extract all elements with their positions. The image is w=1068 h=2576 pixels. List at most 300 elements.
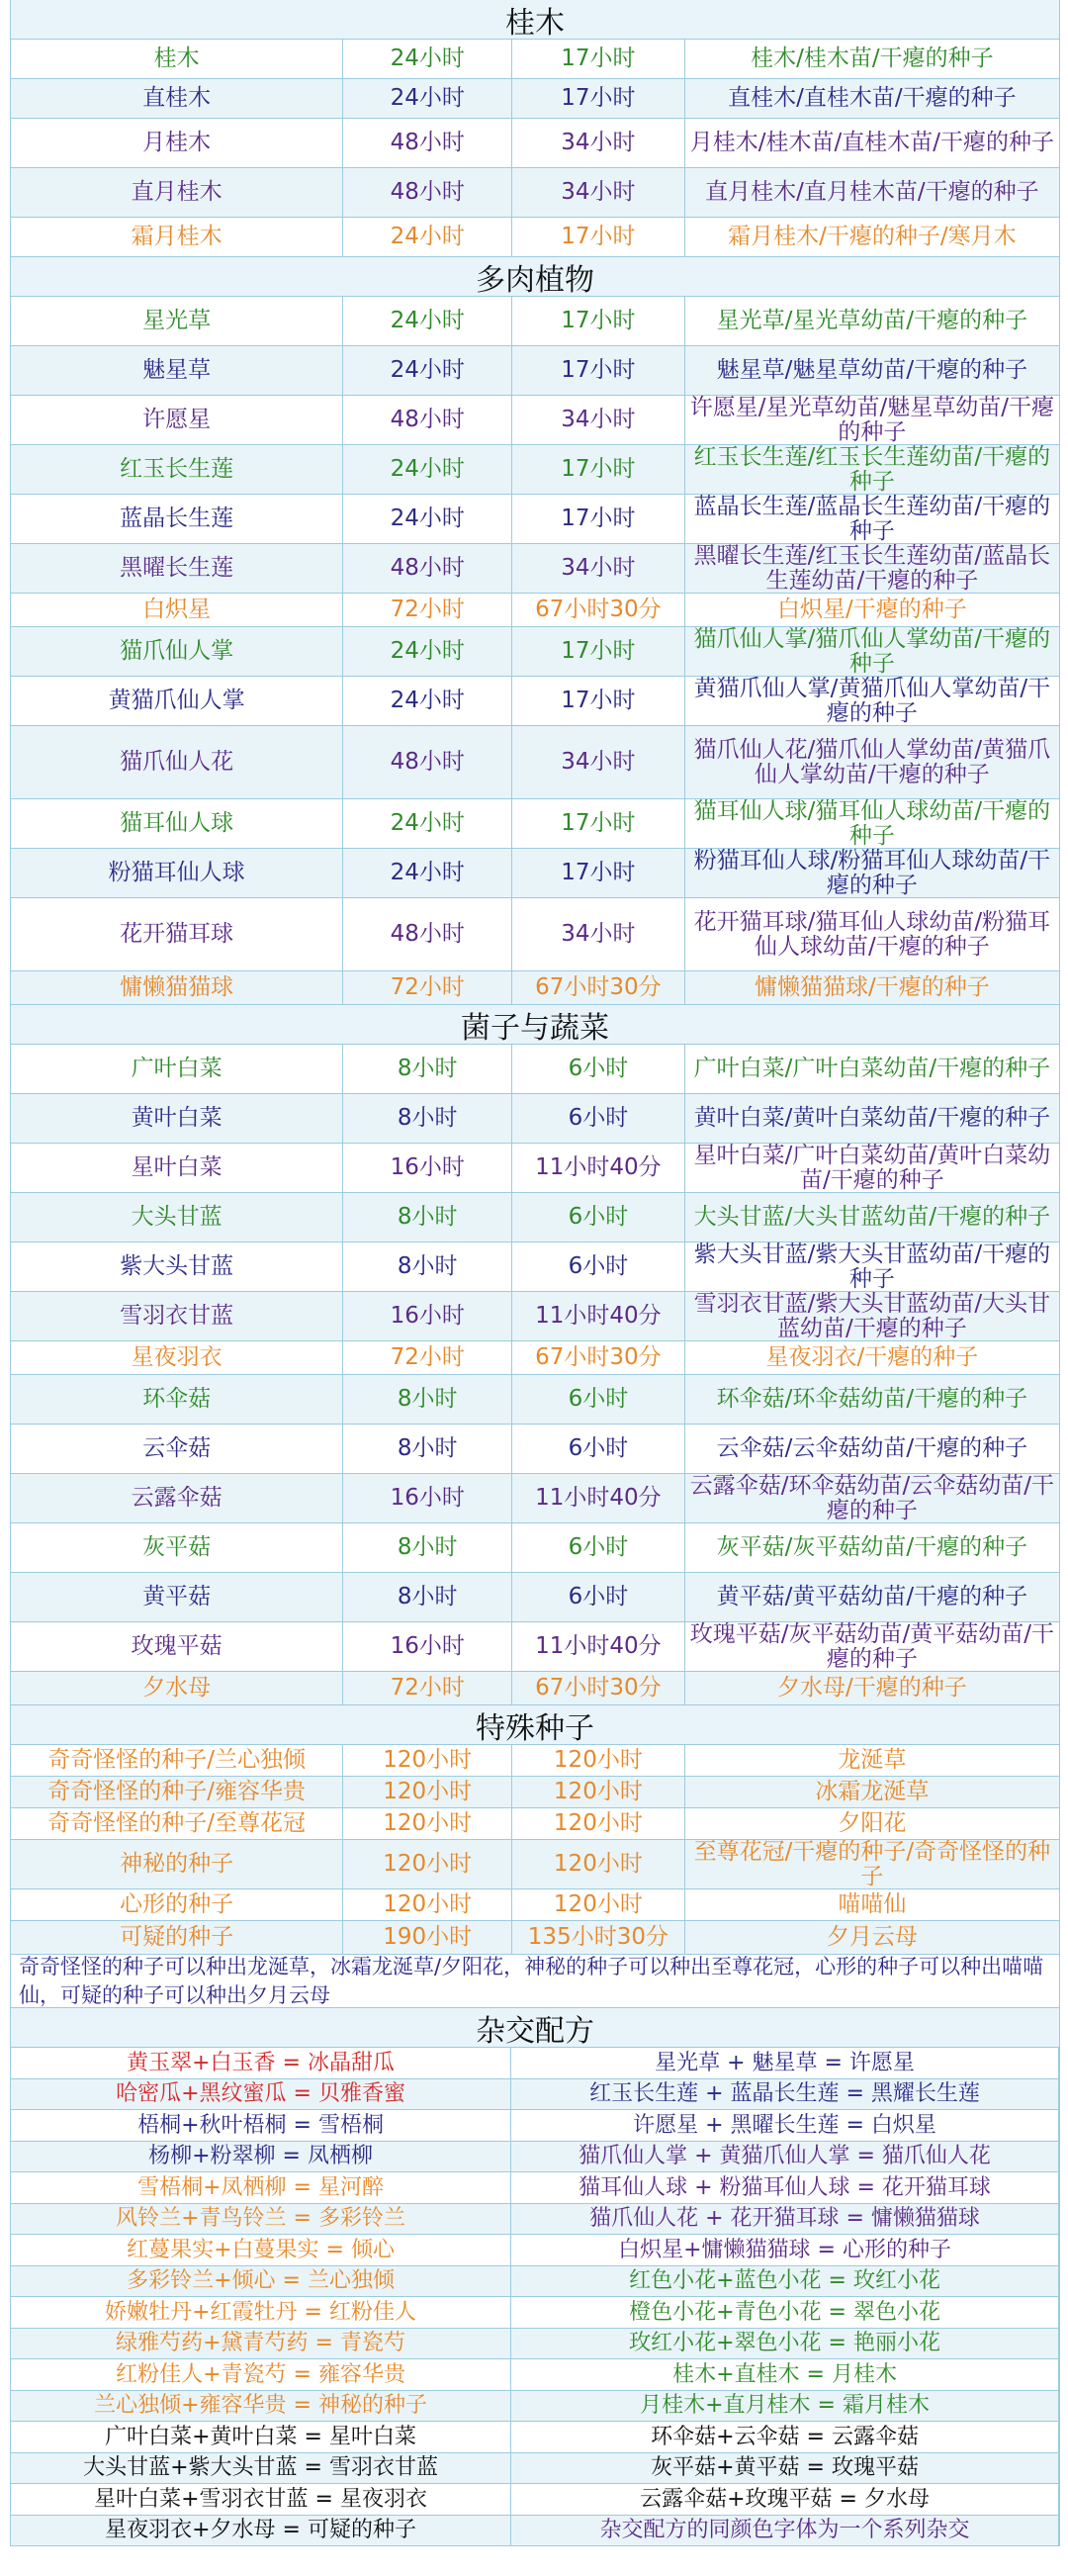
table-row: [11, 297, 1059, 346]
recipe-right: 猫爪仙人花 + 花开猫耳球 = 慵懒猫猫球: [511, 2204, 1059, 2235]
harvest-cell: [685, 1341, 1059, 1374]
plant-name-cell: [11, 40, 343, 78]
harvest-cell: [685, 119, 1059, 167]
grow-time-cell: [343, 297, 512, 345]
harvest-cell-text: 紫大头甘蓝/紫大头甘蓝幼苗/干瘪的种子: [693, 1242, 1051, 1291]
harvest-cell: [685, 1672, 1059, 1704]
harvest-cell-text: 云露伞菇/环伞菇幼苗/云伞菇幼苗/干瘪的种子: [689, 1474, 1054, 1522]
grow-time-cell: [343, 1840, 512, 1888]
plant-name-cell-text: 紫大头甘蓝: [120, 1253, 234, 1280]
plant-name-cell-text: 雪羽衣甘蓝: [120, 1303, 234, 1330]
plant-name-cell-text: 奇奇怪怪的种子/兰心独倾: [47, 1747, 307, 1774]
harvest-cell-text: 雪羽衣甘蓝/紫大头甘蓝幼苗/大头甘蓝幼苗/干瘪的种子: [693, 1292, 1051, 1340]
plant-name-cell-text: 霜月桂木: [131, 224, 222, 250]
grow-time-cell: [343, 1474, 512, 1522]
fast-time-cell-text: 17小时: [561, 308, 636, 334]
grow-time-cell: [343, 1425, 512, 1473]
table-row: [11, 726, 1059, 799]
table-row: [11, 898, 1059, 971]
grow-time-cell-text: 48小时: [390, 921, 465, 948]
grow-time-cell-text: 120小时: [383, 1747, 473, 1774]
harvest-cell-text: 星光草/星光草幼苗/干瘪的种子: [716, 308, 1028, 334]
table-row: [11, 544, 1059, 594]
recipe-row: [11, 2329, 1059, 2360]
harvest-cell-text: 直月桂木/直月桂木苗/干瘪的种子: [705, 179, 1039, 206]
recipe-row: [11, 2391, 1059, 2423]
harvest-cell: [685, 1573, 1059, 1621]
plant-name-cell: [11, 544, 343, 593]
recipe-row: [11, 2453, 1059, 2485]
plant-name-cell: [11, 1242, 343, 1291]
fast-time-cell-text: 17小时: [561, 860, 636, 886]
plant-name-cell-text: 直桂木: [142, 85, 212, 112]
plant-name-cell-text: 云露伞菇: [131, 1485, 222, 1512]
fast-time-cell: [512, 396, 685, 444]
harvest-cell-text: 红玉长生莲/红玉长生莲幼苗/干瘪的种子: [693, 445, 1051, 494]
recipe-right: 橙色小花+青色小花 = 翠色小花: [511, 2297, 1059, 2328]
plant-name-cell: [11, 1672, 343, 1704]
fast-time-cell-text: 6小时: [568, 1584, 629, 1610]
fast-time-cell: [512, 445, 685, 494]
grow-time-cell-text: 8小时: [397, 1386, 458, 1413]
harvest-cell: [685, 218, 1059, 256]
grow-time-cell-text: 120小时: [383, 1851, 473, 1878]
grow-time-cell: [343, 1777, 512, 1807]
harvest-cell: [685, 799, 1059, 848]
table-row: [11, 1777, 1059, 1808]
grow-time-cell-text: 8小时: [397, 1534, 458, 1561]
table-row: [11, 1840, 1059, 1889]
harvest-cell-text: 黄猫爪仙人掌/黄猫爪仙人掌幼苗/干瘪的种子: [693, 677, 1051, 725]
harvest-cell: [685, 79, 1059, 118]
fast-time-cell: [512, 544, 685, 593]
fast-time-cell: [512, 168, 685, 217]
fast-time-cell-text: 34小时: [561, 555, 636, 582]
recipe-left: 星夜羽衣+夕水母 = 可疑的种子: [11, 2516, 511, 2546]
fast-time-cell-text: 120小时: [553, 1851, 643, 1878]
recipe-right: 月桂木+直月桂木 = 霜月桂木: [511, 2391, 1059, 2422]
table-row: [11, 1622, 1059, 1672]
fast-time-cell-text: 17小时: [561, 85, 636, 112]
grow-time-cell: [343, 849, 512, 897]
plant-name-cell-text: 神秘的种子: [120, 1851, 234, 1878]
grow-time-cell-text: 24小时: [390, 688, 465, 714]
harvest-cell: [685, 1375, 1059, 1424]
table-row: [11, 1341, 1059, 1375]
plant-name-cell: [11, 1808, 343, 1839]
harvest-cell-text: 环伞菇/环伞菇幼苗/干瘪的种子: [716, 1386, 1028, 1413]
harvest-cell: [685, 1242, 1059, 1291]
grow-time-cell-text: 24小时: [390, 456, 465, 483]
harvest-cell: [685, 594, 1059, 626]
harvest-cell-text: 大头甘蓝/大头甘蓝幼苗/干瘪的种子: [693, 1204, 1051, 1231]
fast-time-cell-text: 34小时: [561, 407, 636, 433]
grow-time-cell: [343, 1094, 512, 1143]
fast-time-cell: [512, 1808, 685, 1839]
fast-time-cell: [512, 297, 685, 345]
table-row: [11, 1921, 1059, 1955]
recipe-row: [11, 2484, 1059, 2516]
plant-name-cell: [11, 119, 343, 167]
recipe-row: [11, 2235, 1059, 2266]
recipe-right: 红玉长生莲 + 蓝晶长生莲 = 黑耀长生莲: [511, 2079, 1059, 2110]
recipe-left: 兰心独倾+雍容华贵 = 神秘的种子: [11, 2391, 511, 2422]
plant-name-cell: [11, 1573, 343, 1621]
plant-name-cell: [11, 898, 343, 970]
fast-time-cell-text: 17小时: [561, 506, 636, 532]
harvest-cell: [685, 544, 1059, 593]
table-row: [11, 1193, 1059, 1242]
fast-time-cell: [512, 1144, 685, 1192]
fast-time-cell-text: 34小时: [561, 130, 636, 156]
fast-time-cell: [512, 1777, 685, 1807]
harvest-cell: [685, 898, 1059, 970]
fast-time-cell-text: 135小时30分: [527, 1924, 668, 1951]
plant-name-cell-text: 慵懒猫猫球: [120, 974, 234, 1001]
recipe-right: 许愿星 + 黑曜长生莲 = 白炽星: [511, 2110, 1059, 2141]
plant-name-cell: [11, 1777, 343, 1807]
grow-time-cell: [343, 1375, 512, 1424]
harvest-cell-text: 星夜羽衣/干瘪的种子: [765, 1344, 979, 1371]
plant-name-cell-text: 环伞菇: [142, 1386, 212, 1413]
grow-time-cell-text: 8小时: [397, 1056, 458, 1082]
plant-name-cell: [11, 1375, 343, 1424]
harvest-cell-text: 夕月云母: [826, 1924, 918, 1951]
table-row: [11, 218, 1059, 257]
recipe-row: [11, 2079, 1059, 2111]
table-row: [11, 1889, 1059, 1921]
grow-time-cell-text: 24小时: [390, 85, 465, 112]
fast-time-cell-text: 120小时: [553, 1891, 643, 1918]
grow-time-cell-text: 120小时: [383, 1810, 473, 1837]
recipe-row: [11, 2142, 1059, 2173]
harvest-cell-text: 冰霜龙涎草: [815, 1779, 930, 1805]
fast-time-cell: [512, 218, 685, 256]
grow-time-cell-text: 72小时: [390, 1344, 465, 1371]
grow-time-cell: [343, 726, 512, 798]
plant-name-cell-text: 可疑的种子: [120, 1924, 234, 1951]
harvest-cell: [685, 168, 1059, 217]
fast-time-cell: [512, 1341, 685, 1374]
grow-time-cell-text: 120小时: [383, 1891, 473, 1918]
grow-time-cell-text: 48小时: [390, 179, 465, 206]
plant-name-cell: [11, 1840, 343, 1888]
plant-name-cell-text: 魅星草: [142, 357, 212, 384]
recipe-row: [11, 2266, 1059, 2298]
harvest-cell: [685, 1622, 1059, 1671]
grow-time-cell: [343, 544, 512, 593]
plant-name-cell-text: 奇奇怪怪的种子/雍容华贵: [47, 1779, 307, 1805]
grow-time-cell-text: 24小时: [390, 860, 465, 886]
fast-time-cell: [512, 594, 685, 626]
grow-time-cell-text: 8小时: [397, 1584, 458, 1610]
grow-time-cell-text: 24小时: [390, 357, 465, 384]
section-header: 多肉植物: [11, 257, 1059, 297]
recipe-left: 星叶白菜+雪羽衣甘蓝 = 星夜羽衣: [11, 2484, 511, 2515]
harvest-cell-text: 慵懒猫猫球/干瘪的种子: [754, 974, 990, 1001]
plant-name-cell: [11, 594, 343, 626]
harvest-cell: [685, 1808, 1059, 1839]
harvest-cell-text: 夕水母/干瘪的种子: [776, 1675, 967, 1702]
grow-time-cell: [343, 346, 512, 395]
harvest-cell: [685, 1045, 1059, 1093]
plant-name-cell: [11, 1889, 343, 1920]
table-row: [11, 971, 1059, 1005]
grow-time-cell-text: 48小时: [390, 130, 465, 156]
fast-time-cell: [512, 1375, 685, 1424]
fast-time-cell-text: 17小时: [561, 638, 636, 665]
harvest-cell-text: 猫爪仙人花/猫爪仙人掌幼苗/黄猫爪仙人掌幼苗/干瘪的种子: [693, 737, 1051, 787]
fast-time-cell-text: 67小时30分: [535, 1675, 662, 1702]
harvest-cell-text: 云伞菇/云伞菇幼苗/干瘪的种子: [716, 1435, 1028, 1462]
grow-time-cell-text: 8小时: [397, 1253, 458, 1280]
recipe-row: [11, 2204, 1059, 2236]
grow-time-cell: [343, 677, 512, 725]
grow-time-cell: [343, 1889, 512, 1920]
fast-time-cell: [512, 799, 685, 848]
plant-name-cell-text: 黄平菇: [142, 1584, 212, 1610]
plant-name-cell-text: 大头甘蓝: [131, 1204, 222, 1231]
harvest-cell-text: 黑曜长生莲/红玉长生莲幼苗/蓝晶长生莲幼苗/干瘪的种子: [693, 544, 1051, 593]
recipe-left: 杨柳+粉翠柳 = 凤栖柳: [11, 2142, 511, 2172]
grow-time-cell: [343, 1523, 512, 1572]
plant-table-sheet: [10, 0, 1060, 2546]
recipe-row: [11, 2516, 1059, 2547]
recipe-right: 猫耳仙人球 + 粉猫耳仙人球 = 花开猫耳球: [511, 2172, 1059, 2203]
plant-name-cell-text: 黑曜长生莲: [120, 555, 234, 582]
harvest-cell-text: 桂木/桂木苗/干瘪的种子: [751, 46, 994, 72]
plant-name-cell: [11, 1193, 343, 1242]
table-row: [11, 1375, 1059, 1425]
grow-time-cell-text: 24小时: [390, 506, 465, 532]
table-row: [11, 346, 1059, 396]
fast-time-cell: [512, 1672, 685, 1704]
table-row: [11, 40, 1059, 79]
plant-name-cell-text: 粉猫耳仙人球: [108, 860, 245, 886]
fast-time-cell-text: 6小时: [568, 1534, 629, 1561]
recipe-right: 云露伞菇+玫瑰平菇 = 夕水母: [511, 2484, 1059, 2515]
plant-name-cell: [11, 1474, 343, 1522]
grow-time-cell: [343, 1242, 512, 1291]
plant-name-cell-text: 桂木: [153, 46, 200, 72]
table-row: [11, 627, 1059, 677]
fast-time-cell: [512, 1921, 685, 1954]
harvest-cell: [685, 1094, 1059, 1143]
fast-time-cell: [512, 627, 685, 676]
grow-time-cell-text: 72小时: [390, 974, 465, 1001]
plant-name-cell-text: 猫爪仙人花: [120, 749, 234, 776]
grow-time-cell-text: 48小时: [390, 749, 465, 776]
fast-time-cell-text: 34小时: [561, 179, 636, 206]
plant-name-cell-text: 猫爪仙人掌: [120, 638, 234, 665]
grow-time-cell: [343, 1144, 512, 1192]
plant-name-cell: [11, 495, 343, 543]
plant-name-cell: [11, 1292, 343, 1340]
recipe-row: [11, 2172, 1059, 2204]
fast-time-cell: [512, 1242, 685, 1291]
fast-time-cell: [512, 849, 685, 897]
table-row: [11, 1745, 1059, 1777]
plant-name-cell: [11, 799, 343, 848]
plant-name-cell-text: 黄叶白菜: [131, 1105, 222, 1132]
recipe-right: 白炽星+慵懒猫猫球 = 心形的种子: [511, 2235, 1059, 2265]
harvest-cell: [685, 1745, 1059, 1776]
recipe-left: 娇嫩牡丹+红霞牡丹 = 红粉佳人: [11, 2297, 511, 2328]
section-header: 桂木: [11, 0, 1059, 40]
grow-time-cell-text: 24小时: [390, 308, 465, 334]
fast-time-cell-text: 67小时30分: [535, 1344, 662, 1371]
plant-name-cell-text: 白炽星: [142, 597, 212, 623]
harvest-cell: [685, 627, 1059, 676]
recipe-left: 梧桐+秋叶梧桐 = 雪梧桐: [11, 2110, 511, 2141]
grow-time-cell: [343, 1573, 512, 1621]
grow-time-cell-text: 8小时: [397, 1204, 458, 1231]
fast-time-cell: [512, 726, 685, 798]
grow-time-cell-text: 24小时: [390, 46, 465, 72]
harvest-cell: [685, 971, 1059, 1004]
grow-time-cell: [343, 40, 512, 78]
table-row: [11, 1292, 1059, 1341]
table-row: [11, 677, 1059, 726]
plant-name-cell-text: 心形的种子: [120, 1891, 234, 1918]
grow-time-cell: [343, 1672, 512, 1704]
grow-time-cell-text: 8小时: [397, 1435, 458, 1462]
plant-name-cell: [11, 1745, 343, 1776]
fast-time-cell-text: 6小时: [568, 1386, 629, 1413]
recipe-right: 玫红小花+翠色小花 = 艳丽小花: [511, 2329, 1059, 2359]
harvest-cell: [685, 1474, 1059, 1522]
grow-time-cell-text: 48小时: [390, 407, 465, 433]
grow-time-cell: [343, 1341, 512, 1374]
plant-name-cell-text: 黄猫爪仙人掌: [108, 688, 245, 714]
recipe-right: 红色小花+蓝色小花 = 玫红小花: [511, 2266, 1059, 2297]
fast-time-cell: [512, 677, 685, 725]
plant-name-cell: [11, 1425, 343, 1473]
recipe-row: [11, 2110, 1059, 2142]
table-row: [11, 396, 1059, 445]
plant-name-cell-text: 奇奇怪怪的种子/至尊花冠: [47, 1810, 307, 1837]
harvest-cell-text: 直桂木/直桂木苗/干瘪的种子: [728, 85, 1017, 112]
harvest-cell: [685, 1921, 1059, 1954]
grow-time-cell-text: 24小时: [390, 638, 465, 665]
fast-time-cell: [512, 971, 685, 1004]
grow-time-cell-text: 190小时: [383, 1924, 473, 1951]
harvest-cell-text: 灰平菇/灰平菇幼苗/干瘪的种子: [716, 1534, 1028, 1561]
grow-time-cell-text: 24小时: [390, 810, 465, 837]
grow-time-cell-text: 72小时: [390, 1675, 465, 1702]
plant-name-cell-text: 广叶白菜: [131, 1056, 222, 1082]
grow-time-cell: [343, 971, 512, 1004]
table-row: [11, 849, 1059, 898]
harvest-cell-text: 星叶白菜/广叶白菜幼苗/黄叶白菜幼苗/干瘪的种子: [693, 1144, 1051, 1192]
recipe-row: [11, 2422, 1059, 2453]
recipe-left: 红粉佳人+青瓷芍 = 雍容华贵: [11, 2359, 511, 2390]
grow-time-cell: [343, 445, 512, 494]
harvest-cell: [685, 726, 1059, 798]
grow-time-cell-text: 120小时: [383, 1779, 473, 1805]
grow-time-cell: [343, 1292, 512, 1340]
harvest-cell-text: 花开猫耳球/猫耳仙人球幼苗/粉猫耳仙人球幼苗/干瘪的种子: [693, 909, 1051, 960]
recipe-left: 黄玉翠+白玉香 = 冰晶甜瓜: [11, 2048, 511, 2078]
fast-time-cell: [512, 1622, 685, 1671]
grow-time-cell: [343, 594, 512, 626]
plant-name-cell: [11, 1341, 343, 1374]
fast-time-cell: [512, 1094, 685, 1143]
grow-time-cell: [343, 627, 512, 676]
fast-time-cell: [512, 1840, 685, 1888]
harvest-cell: [685, 677, 1059, 725]
fast-time-cell-text: 34小时: [561, 921, 636, 948]
harvest-cell-text: 玫瑰平菇/灰平菇幼苗/黄平菇幼苗/干瘪的种子: [689, 1622, 1054, 1671]
plant-name-cell: [11, 1045, 343, 1093]
fast-time-cell: [512, 1523, 685, 1572]
recipe-right: 猫爪仙人掌 + 黄猫爪仙人掌 = 猫爪仙人花: [511, 2142, 1059, 2172]
harvest-cell-text: 至尊花冠/干瘪的种子/奇奇怪怪的种子: [693, 1840, 1051, 1888]
table-row: [11, 495, 1059, 544]
plant-name-cell-text: 许愿星: [142, 407, 212, 433]
plant-name-cell: [11, 726, 343, 798]
harvest-cell: [685, 495, 1059, 543]
fast-time-cell-text: 17小时: [561, 46, 636, 72]
plant-name-cell-text: 红玉长生莲: [120, 456, 234, 483]
fast-time-cell-text: 11小时40分: [535, 1303, 662, 1330]
fast-time-cell-text: 17小时: [561, 688, 636, 714]
harvest-cell: [685, 1777, 1059, 1807]
harvest-cell: [685, 1840, 1059, 1888]
table-row: [11, 1425, 1059, 1474]
recipe-row: [11, 2048, 1059, 2079]
recipe-row: [11, 2297, 1059, 2329]
fast-time-cell: [512, 1745, 685, 1776]
harvest-cell: [685, 1193, 1059, 1242]
plant-name-cell-text: 云伞菇: [142, 1435, 212, 1462]
fast-time-cell-text: 11小时40分: [535, 1485, 662, 1512]
plant-name-cell: [11, 297, 343, 345]
special-seed-note: 奇奇怪怪的种子可以种出龙涎草，冰霜龙涎草/夕阳花，神秘的种子可以种出至尊花冠，心形的种子可以种出喵喵仙，可疑的种子可以种出夕月云母: [11, 1955, 1059, 2008]
fast-time-cell-text: 67小时30分: [535, 974, 662, 1001]
fast-time-cell-text: 6小时: [568, 1056, 629, 1082]
fast-time-cell: [512, 1292, 685, 1340]
plant-name-cell: [11, 1144, 343, 1192]
hybrid-header: 杂交配方: [11, 2008, 1059, 2048]
table-row: [11, 1573, 1059, 1622]
fast-time-cell-text: 120小时: [553, 1779, 643, 1805]
harvest-cell-text: 广叶白菜/广叶白菜幼苗/干瘪的种子: [693, 1056, 1051, 1082]
fast-time-cell: [512, 1573, 685, 1621]
harvest-cell-text: 龙涎草: [838, 1747, 907, 1774]
table-row: [11, 1045, 1059, 1094]
grow-time-cell: [343, 1808, 512, 1839]
plant-name-cell: [11, 168, 343, 217]
fast-time-cell: [512, 1474, 685, 1522]
grow-time-cell-text: 16小时: [390, 1303, 465, 1330]
grow-time-cell: [343, 168, 512, 217]
grow-time-cell: [343, 1045, 512, 1093]
recipe-left: 大头甘蓝+紫大头甘蓝 = 雪羽衣甘蓝: [11, 2453, 511, 2484]
table-row: [11, 1474, 1059, 1523]
grow-time-cell-text: 24小时: [390, 224, 465, 250]
harvest-cell: [685, 346, 1059, 395]
harvest-cell-text: 白炽星/干瘪的种子: [776, 597, 967, 623]
plant-name-cell-text: 蓝晶长生莲: [120, 506, 234, 532]
table-row: [11, 119, 1059, 168]
harvest-cell-text: 粉猫耳仙人球/粉猫耳仙人球幼苗/干瘪的种子: [693, 849, 1051, 897]
grow-time-cell: [343, 119, 512, 167]
fast-time-cell-text: 120小时: [553, 1810, 643, 1837]
harvest-cell: [685, 297, 1059, 345]
grow-time-cell: [343, 396, 512, 444]
plant-name-cell: [11, 396, 343, 444]
